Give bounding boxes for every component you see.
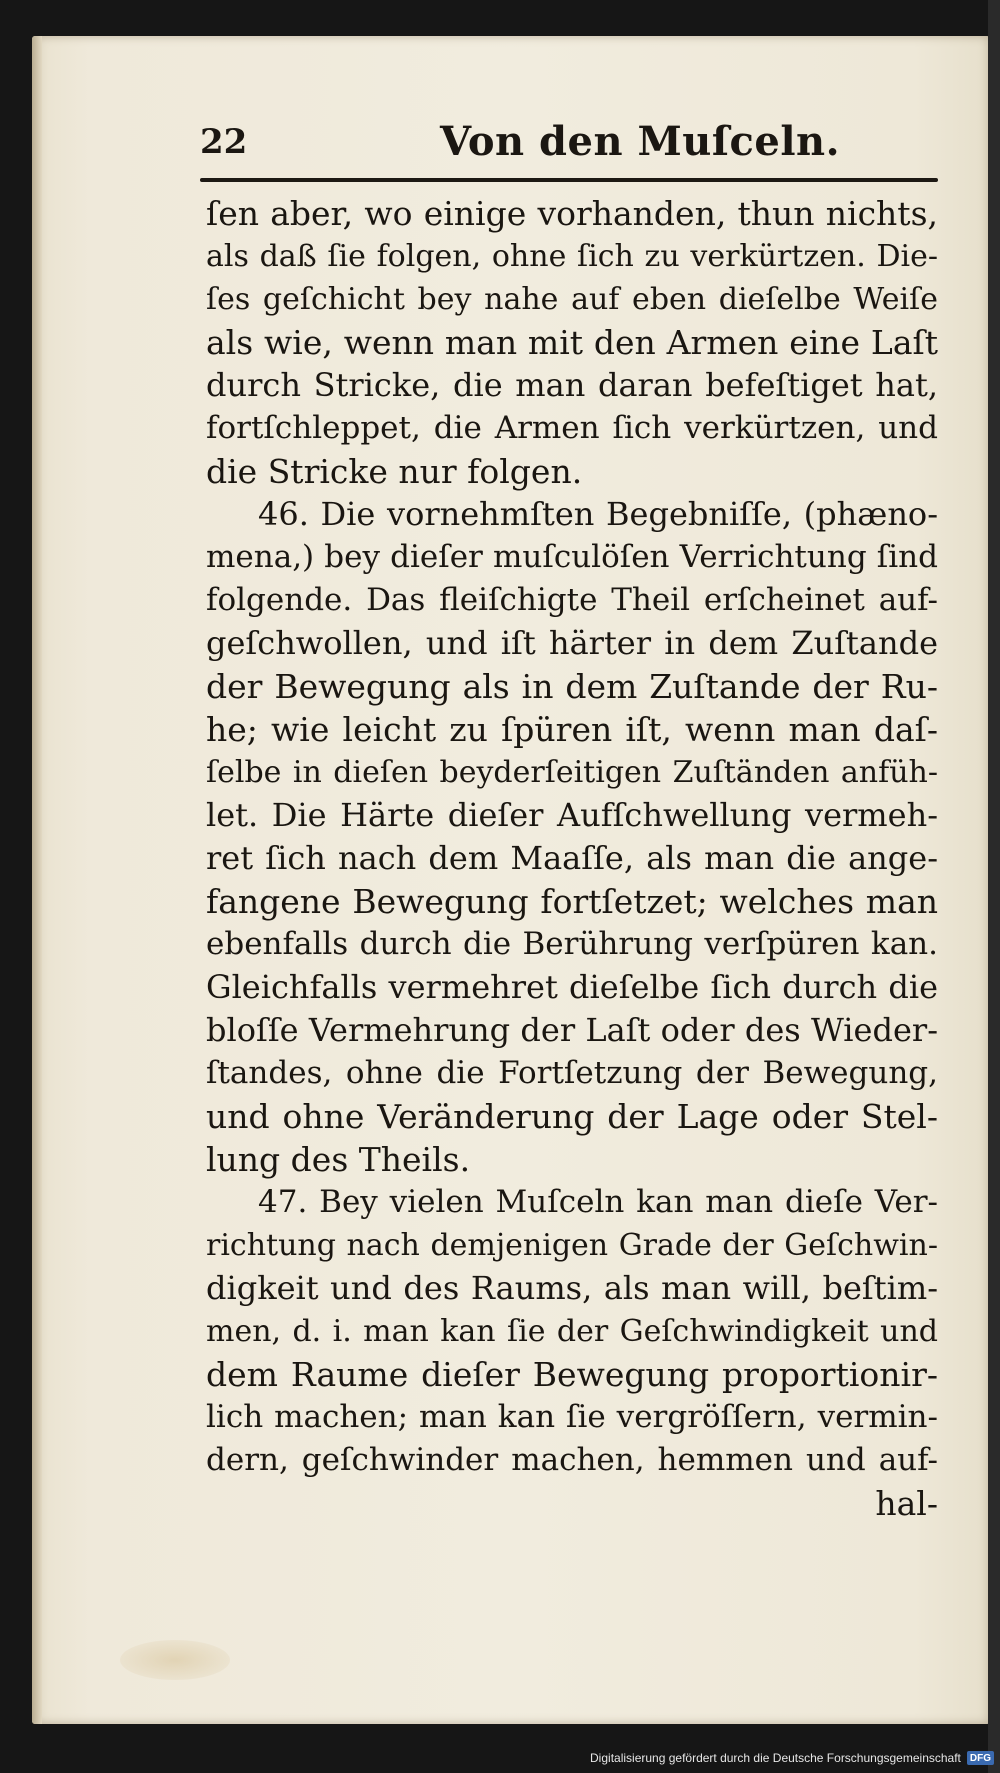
- body-text: [206, 192, 938, 1525]
- text-line: und ohne Veränderung der Lage oder Stel-: [206, 1097, 938, 1136]
- text-line: ſen aber, wo einige vorhanden, thun nichts,: [206, 194, 938, 233]
- text-line: dem Raume dieſer Bewegung proportionir-: [206, 1355, 938, 1394]
- text-line: fortſchleppet, die Armen ſich verkürtzen, und: [206, 410, 938, 446]
- text-line: richtung nach demjenigen Grade der Geſchwin-: [206, 1228, 938, 1263]
- paragraph-47-start: 47. Bey vielen Muſceln kan man dieſe Ver-: [258, 1184, 938, 1220]
- dfg-logo: DFG: [967, 1751, 994, 1765]
- paragraph-46-start: 46. Die vornehmſten Begebniſſe, (phæno-: [258, 495, 938, 533]
- text-line: ſelbe in dieſen beyderſeitigen Zuſtänden anfüh-: [206, 755, 938, 790]
- text-line: als wie, wenn man mit den Armen eine Laſt: [206, 323, 938, 362]
- digitization-credit: [590, 1747, 994, 1769]
- text-line: ret ſich nach dem Maaſſe, als man die ange-: [206, 839, 938, 877]
- catchword: hal-: [875, 1484, 938, 1523]
- text-line: lich machen; man kan ſie vergröſſern, vermin-: [206, 1399, 938, 1435]
- text-line: dern, geſchwinder machen, hemmen und auf-: [206, 1442, 938, 1478]
- text-line: bloſſe Vermehrung der Laſt oder des Wieder-: [206, 1011, 938, 1049]
- text-line: digkeit und des Raums, als man will, beſtim-: [206, 1269, 938, 1307]
- page-binding-edge: [32, 36, 42, 1724]
- text-line: ſtandes, ohne die Fortſetzung der Bewegung,: [206, 1055, 938, 1091]
- text-line: die Stricke nur folgen.: [206, 452, 583, 491]
- credit-text: Digitalisierung gefördert durch die Deutsche Forschungsgemeinschaft: [590, 1751, 961, 1765]
- paper-stain: [120, 1640, 230, 1680]
- running-head: Von den Muſceln.: [440, 118, 841, 165]
- text-line: ebenfalls durch die Berührung verſpüren kan.: [206, 926, 938, 962]
- text-line: fangene Bewegung fortſetzet; welches man: [206, 882, 938, 921]
- text-line: als daß ſie folgen, ohne ſich zu verkürtzen. Die-: [206, 239, 938, 274]
- text-line: Gleichfalls vermehret dieſelbe ſich durch die: [206, 968, 938, 1006]
- text-line: ſes geſchicht bey nahe auf eben dieſelbe Weiſe: [206, 282, 938, 317]
- page-header: [200, 118, 920, 178]
- page-number: 22: [200, 122, 248, 162]
- text-line: he; wie leicht zu ſpüren iſt, wenn man daſ-: [206, 710, 938, 749]
- header-rule: [200, 178, 938, 182]
- text-line: lung des Theils.: [206, 1140, 471, 1179]
- text-line: mena,) bey dieſer muſculöſen Verrichtung ſind: [206, 539, 938, 575]
- text-line: geſchwollen, und iſt härter in dem Zuſtande: [206, 624, 938, 662]
- text-line: let. Die Härte dieſer Aufſchwellung vermeh-: [206, 796, 938, 834]
- scan-border: [988, 0, 1000, 1773]
- text-line: durch Stricke, die man daran befeſtiget hat,: [206, 366, 938, 404]
- text-line: der Bewegung als in dem Zuſtande der Ru-: [206, 667, 938, 706]
- text-line: men, d. i. man kan ſie der Geſchwindigkeit und: [206, 1314, 938, 1349]
- text-line: folgende. Das fleiſchigte Theil erſcheinet auf-: [206, 582, 938, 618]
